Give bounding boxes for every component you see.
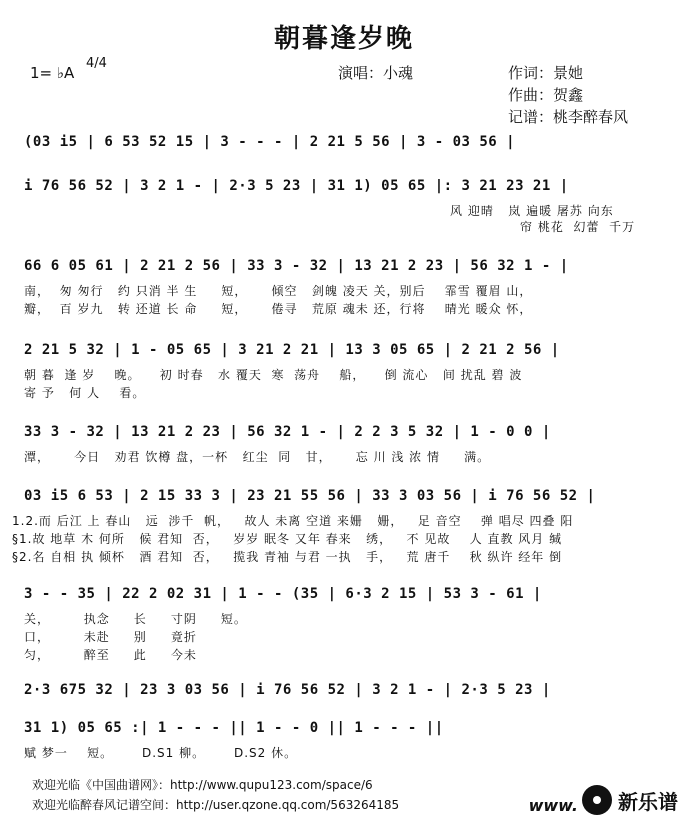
lyric-row-3a: 南， 匆 匆行 约 只消 半 生 短， 倾空 剑魄 凌天 关，别后 霏雪 覆眉 山， [24, 284, 533, 298]
score-row-2: i 76 56 52 | 3 2 1 - | 2·3 5 23 | 31 1) 05 65 |: 3 21 23 21 | [24, 178, 569, 194]
score-row-7: 3 - - 35 | 22 2 02 31 | 1 - - (35 | 6·3 2 15 | 53 3 - 61 | [24, 586, 542, 602]
lyric-row-7b: 口， 未赴 别 竟折 [24, 630, 197, 644]
score-row-3: 66 6 05 61 | 2 21 2 56 | 33 3 - 32 | 13 21 2 23 | 56 32 1 - | [24, 258, 569, 274]
score-row-5: 33 3 - 32 | 13 21 2 23 | 56 32 1 - | 2 2 3 5 32 | 1 - 0 0 | [24, 424, 551, 440]
song-title: 朝暮逢岁晚 [273, 24, 414, 54]
composer-credit: 作曲：贺鑫 [508, 86, 584, 104]
score-row-6: 03 i5 6 53 | 2 15 33 3 | 23 21 55 56 | 33 3 03 56 | i 76 56 52 | [24, 488, 596, 504]
lyric-row-2a: 风 迎晴 岚 遍暖 屠苏 向东 [450, 204, 614, 218]
lyric-row-3b: 瓣， 百 岁九 转 还道 长 命 短， 倦寻 荒原 魂未 还，行将 晴光 暖众 怀， [24, 302, 533, 316]
logo-text: 新乐谱 [618, 789, 678, 814]
transcriber-credit: 记谱：桃李醉春风 [508, 108, 629, 126]
lyric-row-2b: 帘 桃花 幻蕾 千万 [520, 220, 636, 234]
lyric-row-9: 赋 梦一 短。 D.S1 柳。 D.S2 休。 [24, 746, 298, 760]
lyric-row-6c: §2.名 自相 执 倾杯 酒 君知 否， 揽我 青袖 与君 一执 手， 荒 唐千 秋 纵许 经年 倒 [12, 550, 563, 564]
site-logo [582, 785, 678, 815]
key-signature: 1= ♭A [30, 64, 75, 82]
score-row-8: 2·3 675 32 | 23 3 03 56 | i 76 56 52 | 3 2 1 - | 2·3 5 23 | [24, 682, 551, 698]
watermark-text: www. [528, 796, 578, 815]
disc-icon [582, 785, 612, 815]
score-row-4: 2 21 5 32 | 1 - 05 65 | 3 21 2 21 | 13 3 05 65 | 2 21 2 56 | [24, 342, 560, 358]
lyric-row-7a: 关， 执念 长 寸阴 短。 [24, 612, 247, 626]
footer-link-2[interactable]: 欢迎光临醉春风记谱空间：http://user.qzone.qq.com/563264185 [32, 798, 400, 812]
lyric-row-5: 潭， 今日 劝君 饮樽 盘，一杯 红尘 同 甘， 忘 川 浅 浓 情 满。 [24, 450, 491, 464]
lyric-row-6a: 1.2.而 后江 上 春山 远 涉千 帆， 故人 未离 空道 来姗 姗， 足 音空 弹 唱尽 四叠 阳 [12, 514, 574, 528]
lyric-row-7c: 匀， 醉至 此 今未 [24, 648, 197, 662]
singer-credit: 演唱：小魂 [338, 64, 414, 82]
footer-link-1[interactable]: 欢迎光临《中国曲谱网》：http://www.qupu123.com/space/6 [32, 778, 373, 792]
score-row-1: (03 i5 | 6 53 52 15 | 3 - - - | 2 21 5 56 | 3 - 03 56 | [24, 134, 516, 150]
score-row-9: 31 1) 05 65 :| 1 - - - || 1 - - 0 || 1 - - - || [24, 720, 444, 736]
lyric-row-4a: 朝 暮 逢 岁 晚。 初 时春 水 覆天 寒 荡舟 船， 倒 流心 间 扰乱 碧 波 [24, 368, 523, 382]
lyric-row-6b: §1.故 地草 木 何所 候 君知 否， 岁岁 眠冬 又年 春来 绣， 不 见故 人 直教 风月 缄 [12, 532, 563, 546]
lyricist-credit: 作词：景她 [508, 64, 584, 82]
time-signature: 4/4 [86, 56, 107, 71]
lyric-row-4b: 寄 予 何 人 看。 [24, 386, 146, 400]
